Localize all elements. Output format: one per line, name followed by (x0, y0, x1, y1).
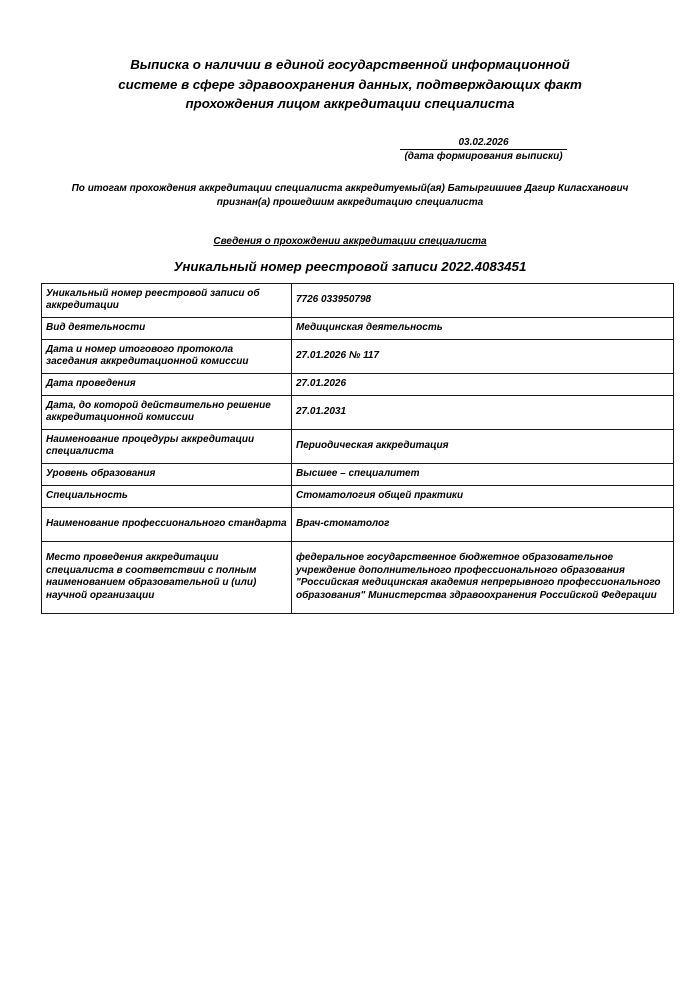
result-line: признан(а) прошедшим аккредитацию специалиста (216, 197, 484, 208)
row-value: 27.01.2026 № 117 (292, 340, 674, 374)
title-line: системе в сфере здравоохранения данных, подтверждающих факт (118, 76, 582, 92)
row-label: Наименование профессионального стандарта (42, 508, 292, 542)
row-value: Медицинская деятельность (292, 318, 674, 340)
table-row (42, 464, 674, 486)
issue-date: 03.02.2026 (400, 136, 567, 150)
result-line: По итогам прохождения аккредитации специалиста аккредитуемый(ая) Батыргишиев Дагир Киласханович (71, 183, 629, 194)
row-value: 27.01.2031 (292, 396, 674, 430)
row-value: 27.01.2026 (292, 374, 674, 396)
table-row (42, 486, 674, 508)
table-row (42, 340, 674, 374)
issue-date-caption: (дата формирования выписки) (404, 151, 563, 162)
row-value: федеральное государственное бюджетное образовательное учреждение дополнительного профессионального образования "Российская медицинская академия непрерывного профессионального образования" Министерства здравоохранения Российской Федерации (292, 542, 674, 614)
document-title (100, 55, 600, 114)
row-label: Место проведения аккредитации специалиста в соответствии с полным наименованием образовательной и (или) научной организации (42, 542, 292, 614)
row-label: Вид деятельности (42, 318, 292, 340)
row-label: Специальность (42, 486, 292, 508)
row-label: Дата, до которой действительно решение аккредитационной комиссии (42, 396, 292, 430)
title-line: Выписка о наличии в единой государственной информационной (130, 57, 570, 72)
row-label: Наименование процедуры аккредитации специалиста (42, 430, 292, 464)
row-label: Дата проведения (42, 374, 292, 396)
registry-number: Уникальный номер реестровой записи 2022.4083451 (173, 259, 527, 274)
title-line: прохождения лицом аккредитации специалиста (185, 96, 515, 111)
table-row (42, 396, 674, 430)
row-value: Врач-стоматолог (292, 508, 674, 542)
row-value: Высшее – специалитет (292, 464, 674, 486)
issue-date-block (400, 136, 567, 163)
table-row (42, 284, 674, 318)
row-value: 7726 033950798 (292, 284, 674, 318)
accreditation-info-table (41, 283, 674, 614)
row-value: Стоматология общей практики (292, 486, 674, 508)
row-label: Уровень образования (42, 464, 292, 486)
table-row (42, 542, 674, 614)
table-row (42, 430, 674, 464)
row-label: Уникальный номер реестровой записи об аккредитации (42, 284, 292, 318)
table-row (42, 374, 674, 396)
table-row (42, 318, 674, 340)
accreditation-result (20, 182, 680, 210)
row-value: Периодическая аккредитация (292, 430, 674, 464)
table-row (42, 508, 674, 542)
section-heading: Сведения о прохождении аккредитации специалиста (213, 236, 487, 247)
row-label: Дата и номер итогового протокола заседания аккредитационной комиссии (42, 340, 292, 374)
